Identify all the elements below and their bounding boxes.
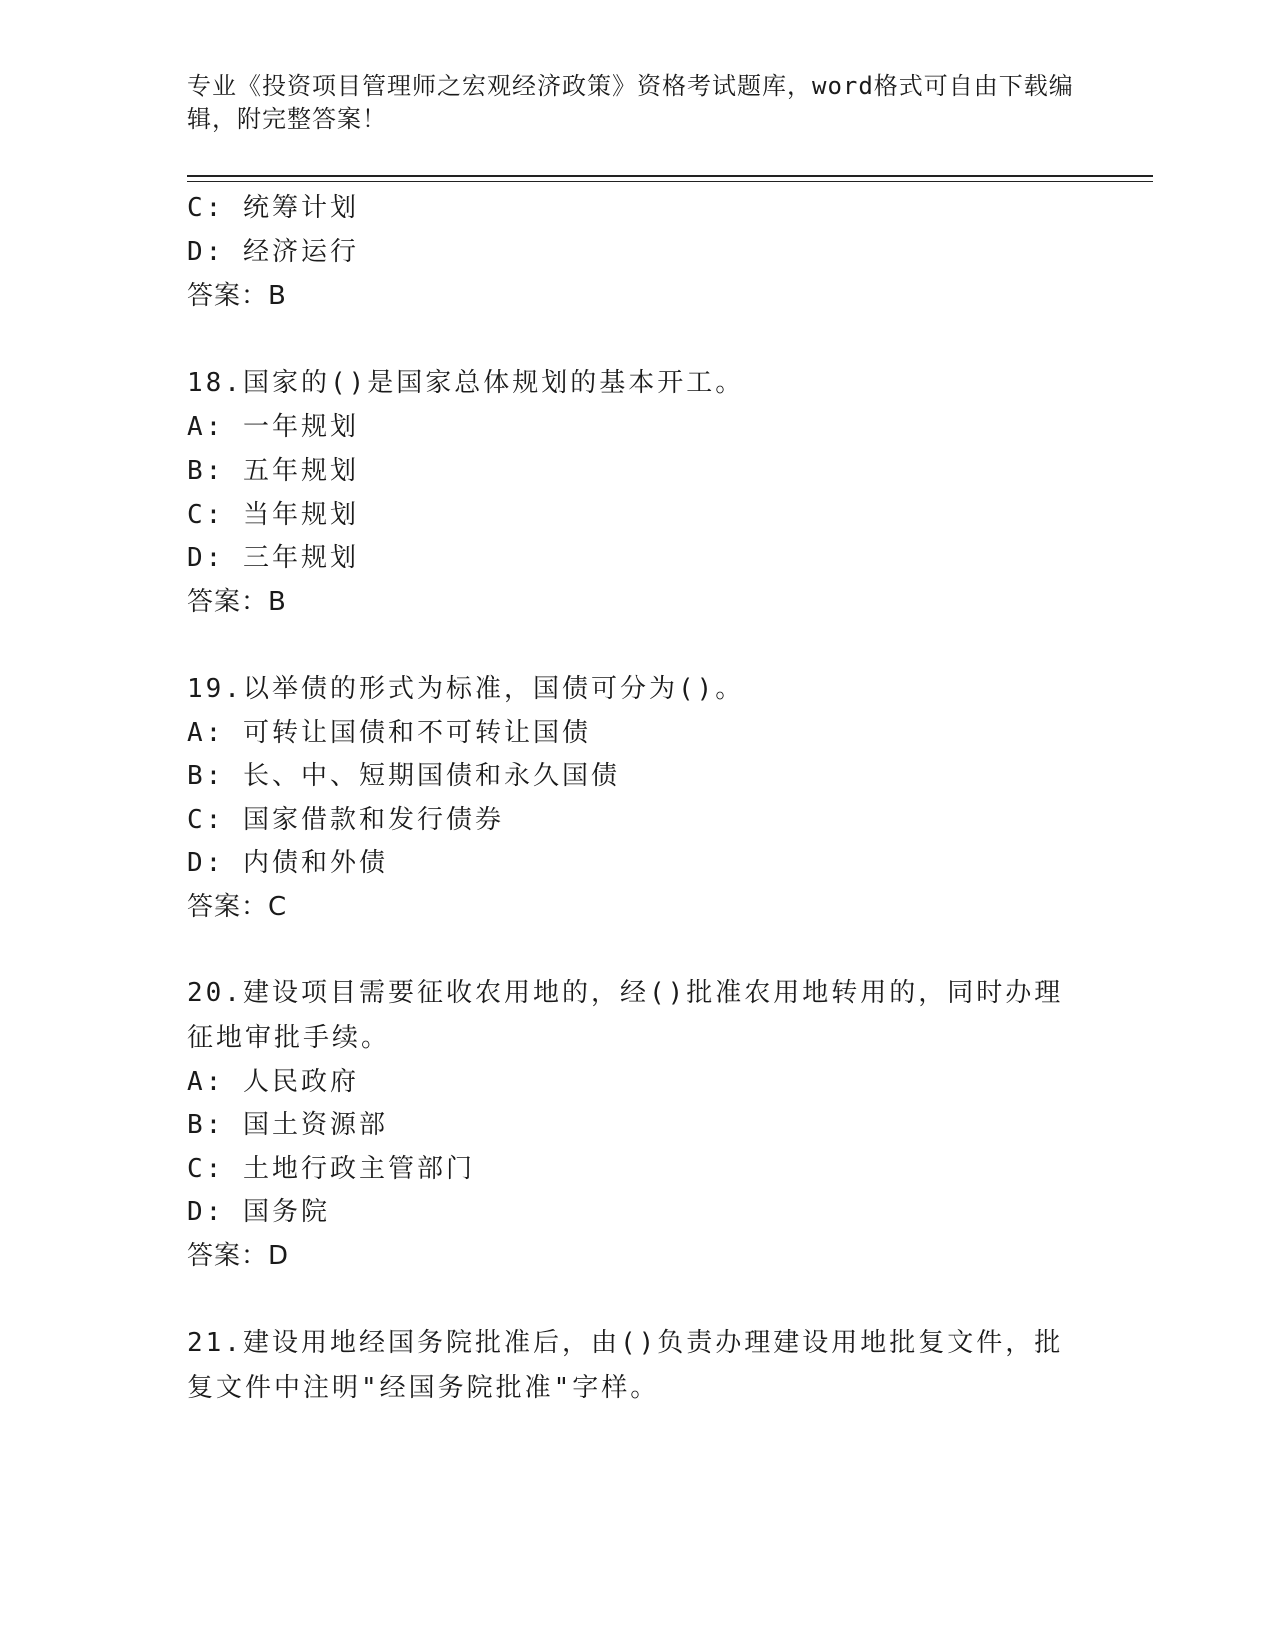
header-rule-thick bbox=[187, 175, 1153, 177]
q20-option-c: C: 土地行政主管部门 bbox=[187, 1154, 475, 1184]
q21-stem: 21.建设用地经国务院批准后，由()负责办理建设用地批复文件，批复文件中注明"经国务院批准"字样。 bbox=[187, 1328, 1064, 1403]
q18-answer: 答案：B bbox=[187, 587, 287, 617]
q19-stem: 19.以举债的形式为标准，国债可分为()。 bbox=[187, 674, 745, 704]
q18-option-c: C: 当年规划 bbox=[187, 500, 359, 530]
q20-option-d: D: 国务院 bbox=[187, 1197, 330, 1227]
q19-option-c: C: 国家借款和发行债券 bbox=[187, 805, 504, 835]
q19-answer: 答案：C bbox=[187, 892, 288, 922]
q20-option-b: B: 国土资源部 bbox=[187, 1110, 388, 1140]
q18-option-d: D: 三年规划 bbox=[187, 543, 359, 573]
q18-option-a: A: 一年规划 bbox=[187, 412, 359, 442]
q18-option-b: B: 五年规划 bbox=[187, 456, 359, 486]
q20-stem: 20.建设项目需要征收农用地的，经()批准农用地转用的，同时办理征地审批手续。 bbox=[187, 978, 1064, 1053]
q20-answer: 答案：D bbox=[187, 1241, 290, 1271]
q19-option-b: B: 长、中、短期国债和永久国债 bbox=[187, 761, 620, 791]
q18-stem: 18.国家的()是国家总体规划的基本开工。 bbox=[187, 368, 745, 398]
q20-option-a: A: 人民政府 bbox=[187, 1067, 359, 1097]
header-rule-thin bbox=[187, 181, 1153, 182]
q17-option-c: C: 统筹计划 bbox=[187, 193, 359, 223]
q17-answer: 答案：B bbox=[187, 281, 287, 311]
q17-option-d: D: 经济运行 bbox=[187, 237, 359, 267]
q19-option-d: D: 内债和外债 bbox=[187, 848, 388, 878]
document-header: 专业《投资项目管理师之宏观经济政策》资格考试题库，word格式可自由下载编辑，附完整答案！ bbox=[187, 72, 1074, 133]
q19-option-a: A: 可转让国债和不可转让国债 bbox=[187, 718, 591, 748]
